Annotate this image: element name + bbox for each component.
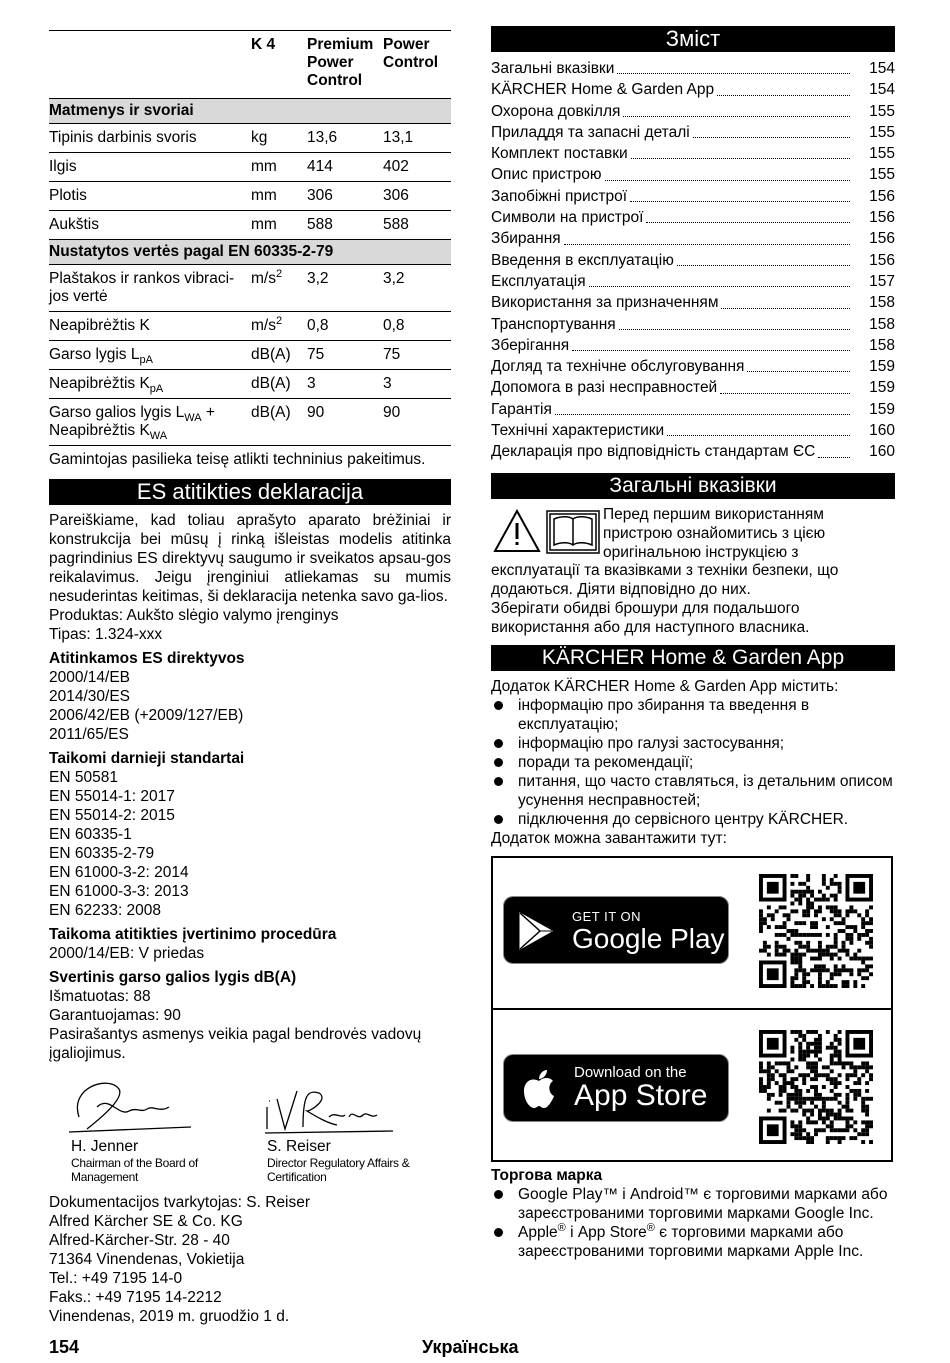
spec-label: Neapibrėžtis $K_{pA}$ [49,375,164,396]
google-play-small: GET IT ON [572,908,642,924]
toc-entry-label: KÄRCHER Home & Garden App [491,81,715,99]
general-warning [491,505,895,561]
es-directives-title: Atitinkamos ES direktyvos [49,650,245,667]
google-play-big: Google Play [572,922,725,954]
standard-item: EN 60335-2-79 [49,845,155,862]
signer2-name: S. Reiser [267,1138,331,1155]
toc-entry-label-wrap [491,122,853,143]
app-store-big: App Store [574,1078,708,1112]
spec-row [49,211,451,240]
toc-entry-label-cell [491,292,853,313]
toc-entry-label-cell [491,186,853,207]
toc-entry-label-cell [491,122,853,143]
signature-jenner [49,1077,239,1184]
toc-entry-label-wrap [491,250,853,271]
toc-entry-label-wrap [491,79,853,100]
standard-item: EN 61000-3-3: 2013 [49,883,189,900]
es-intro: Pareiškiame, kad toliau aprašyto aparato brėžiniai ir konstrukcija bei mūsų į rinką išleistas modelis atitinka pagrindinius ES direktyvų saugumo ir sveikatos apsau-gos reikalavimus. Jeigu įrenginiui atliekamas su mumis nesuderintas keitimas, ši deklaracija netenka savo ga-lios. [49,512,451,605]
app-bullet-item: питання, що часто ставляться, із детальним описом усунення несправностей; [491,772,895,810]
app-title: KÄRCHER Home & Garden App [491,645,895,671]
toc-entry[interactable] [491,356,895,377]
spec-value-premium: 3,2 [307,270,329,287]
registered-mark-2: ® [646,1221,655,1234]
toc-entry-label-cell [491,101,853,122]
toc-entry-page: 156 [869,209,895,227]
standard-item: EN 55014-2: 2015 [49,807,175,824]
apple-logo-icon [522,1069,556,1109]
toc-entry-label-wrap [491,186,853,207]
toc-entry[interactable] [491,122,895,143]
toc-entry-label: Запобіжні пристрої [491,187,628,205]
app-bullet-item: підключення до сервісного центру KÄRCHER. [491,810,895,829]
toc-entry-label-cell [491,207,853,228]
warning-line3: оригінальною інструкцією з [603,543,799,561]
es-declaration-title: ES atitikties deklaracija [49,479,451,505]
toc-leader-dots [747,371,850,372]
spec-unit: dB(A) [251,404,291,421]
spec-value-power: 588 [383,216,409,233]
toc-entry-label-cell [491,164,853,185]
spec-value-power: 0,8 [383,317,405,334]
toc-entry-page: 157 [869,272,895,290]
google-play-qr-code [759,874,873,988]
toc-entry-label-cell [491,377,853,398]
signer1-title: Chairman of the Board of Management [71,1156,198,1184]
es-product: Produktas: Aukšto slėgio valymo įrenginys [49,607,339,624]
spec-value-power: 306 [383,187,409,204]
toc-entry-page: 155 [869,123,895,141]
warning-line1: Перед першим використанням [603,505,824,523]
spec-unit: mm [251,158,277,175]
trademark-apple-tail: є торговими марками або зареєстрованими торговими марками Apple Inc. [518,1223,864,1260]
toc-entry-label-cell [491,271,853,292]
toc-entry-label-cell [491,143,853,164]
spec-value-premium: 13,6 [307,129,338,146]
toc-entry-page: 154 [869,81,895,99]
es-documentation-block [49,1193,451,1326]
spec-label: Plotis [49,187,87,204]
general-keep: Зберігати обидві брошури для подальшого використання або для наступного власника. [491,599,810,636]
toc-entry-page: 159 [869,400,895,418]
app-bullet-item: інформацію про галузі застосування; [491,734,895,753]
spec-section-row [49,99,451,124]
toc-entry-label: Гарантія [491,400,552,418]
toc-entry-label: Догляд та технічне обслуговування [491,358,745,376]
spec-value-power: 75 [383,346,401,363]
spec-value-premium: 90 [307,404,325,421]
standard-item: EN 50581 [49,769,118,786]
app-download: Додаток можна завантажити тут: [491,829,727,847]
es-sound-title: Svertinis garso galios lygis dB(A) [49,969,297,986]
spec-row [49,341,451,370]
spec-label: Neapibrėžtis K [49,317,150,334]
toc-table [491,58,895,463]
toc-entry[interactable] [491,399,895,420]
toc-entry-label-cell [491,335,853,356]
page-number: 154 [49,1337,80,1357]
google-play-icon [518,911,554,951]
registered-mark-1: ® [557,1221,566,1234]
standard-item: EN 55014-1: 2017 [49,788,175,805]
spec-table-header [49,31,451,99]
standard-item: EN 62233: 2008 [49,902,162,919]
spec-label-sub: pA [139,354,153,367]
spec-row [49,124,451,153]
left-column [49,30,451,1326]
signature-jenner-drawing [49,1077,199,1137]
toc-entry-page: 154 [869,60,895,77]
spec-value-premium: 306 [307,187,333,204]
toc-entry-label-cell [491,441,853,462]
spec-value-power: 90 [383,404,401,421]
spec-unit-sup: 2 [275,267,283,280]
spec-label: Aukštis [49,216,99,233]
toc-entry-label-wrap [491,207,853,228]
toc-entry-label-wrap [491,399,853,420]
toc-entry-page: 155 [869,145,895,163]
toc-leader-dots [667,435,850,436]
spec-note: Gamintojas pasilieka teisę atlikti techninius pakeitimus. [49,451,426,468]
toc-leader-dots [605,180,850,181]
toc-entry-label-wrap [491,335,853,356]
toc-entry-label: Транспортування [491,315,616,333]
spec-row [49,265,451,312]
toc-entry[interactable] [491,58,895,79]
toc-entry[interactable] [491,79,895,100]
app-store-box [491,856,893,1162]
spec-row [49,182,451,211]
toc-entry-label-cell [491,420,853,441]
toc-leader-dots [630,201,850,202]
toc-entry-label: Експлуатація [491,272,586,290]
warning-text [603,505,893,562]
signature-reiser-drawing [245,1077,395,1137]
toc-leader-dots [572,350,850,351]
toc-leader-dots [818,457,850,458]
toc-entry-label: Символи на пристрої [491,209,644,227]
toc-entry-page: 158 [869,315,895,333]
toc-entry-label-cell [491,356,853,377]
toc-leader-dots [623,116,850,117]
spec-row [49,370,451,399]
toc-entry-page: 155 [869,102,895,120]
app-store-cell [493,1008,891,1160]
documentation-line: Dokumentacijos tvarkytojas: S. Reiser [49,1194,311,1211]
app-intro: Додаток KÄRCHER Home & Garden App містить: [491,677,839,695]
toc-entry-label: Збирання [491,230,561,248]
documentation-line: Alfred Kärcher SE & Co. KG [49,1213,243,1230]
right-column [491,26,895,1261]
toc-entry-label-wrap [491,58,853,79]
toc-entry-label-wrap [491,271,853,292]
es-procedure: 2000/14/EB: V priedas [49,945,205,962]
google-play-badge[interactable] [503,896,729,964]
directive-item: 2006/42/EB (+2009/127/EB) [49,707,244,724]
spec-header-col4: Power Control [383,36,439,71]
spec-unit: kg [251,129,268,146]
toc-entry[interactable] [491,335,895,356]
toc-entry[interactable] [491,186,895,207]
warning-line2: пристрою ознайомитись з цією [603,524,826,542]
app-store-badge[interactable] [503,1054,729,1122]
toc-entry[interactable] [491,292,895,313]
spec-unit-sup: 2 [275,314,283,327]
warning-manual-icon [493,507,601,555]
spec-label-sub: WA [184,412,202,425]
signatures [49,1077,451,1184]
spec-value-power: 3,2 [383,270,405,287]
spec-label: Garso lygis $L_{pA}$ [49,346,153,367]
spec-header-col2: K 4 [251,36,276,53]
app-bullet-item: інформацію про збирання та введення в експлуатацію; [491,696,895,734]
toc-entry-label-cell [491,314,853,335]
toc-entry[interactable] [491,250,895,271]
trademark-item-google: Google Play™ і Android™ є торговими марками або зареєстрованими торговими марками Google Inc. [491,1185,895,1223]
spec-value-premium: 75 [307,346,325,363]
standard-item: EN 60335-1 [49,826,132,843]
app-store-small: Download on the [574,1063,687,1081]
toc-leader-dots [646,222,850,223]
google-play-cell [493,858,891,1008]
spec-header-col1 [49,31,251,99]
spec-label: Tipinis darbinis svoris [49,129,197,146]
spec-value-power: 402 [383,158,409,175]
toc-entry-label-wrap [491,356,853,377]
spec-row [49,312,451,341]
toc-entry[interactable] [491,441,895,462]
spec-label-sub: WA [149,430,168,443]
toc-entry-label-cell [491,228,853,249]
toc-entry-page: 156 [869,230,895,248]
toc-entry-page: 156 [869,251,895,269]
spec-label: Ilgis [49,158,77,175]
toc-entry-label-cell [491,250,853,271]
toc-entry[interactable] [491,143,895,164]
documentation-line: Alfred-Kärcher-Str. 28 - 40 [49,1232,230,1249]
spec-row [49,399,451,446]
spec-section-row [49,240,451,265]
toc-entry-label-wrap [491,314,853,335]
spec-unit: dB(A) [251,346,291,363]
es-standards-title: Taikomi darnieji standartai [49,750,245,767]
directive-item: 2011/65/ES [49,726,129,743]
toc-entry-label: Охорона довкілля [491,102,621,120]
toc-leader-dots [631,158,850,159]
trademark-list [491,1185,895,1261]
es-measured: Išmatuotas: 88 [49,988,151,1005]
toc-entry-label: Декларація про відповідність стандартам ЄС [491,443,816,461]
spec-label: Garso galios lygis $L_{WA}$ + Neapibrėžtis $K_{WA}$ [49,404,215,443]
signature-reiser [245,1077,451,1184]
es-procedure-title: Taikoma atitikties įvertinimo procedūra [49,926,337,943]
standard-item: EN 61000-3-2: 2014 [49,864,189,881]
toc-entry[interactable] [491,271,895,292]
toc-entry-page: 158 [869,294,895,312]
directive-item: 2000/14/EB [49,669,131,686]
toc-leader-dots [589,286,850,287]
app-bullet-item: поради та рекомендації; [491,753,895,772]
trademark-title: Торгова марка [491,1166,603,1184]
es-signers-note: Pasirašantys asmenys veikia pagal bendrovės vadovų įgaliojimus. [49,1026,422,1062]
toc-entry-label-wrap [491,164,853,185]
spec-unit: mm [251,187,277,204]
spec-section-title: Matmenys ir svoriai [49,99,451,124]
app-bullet-list [491,696,895,829]
toc-leader-dots [619,329,850,330]
toc-entry-label-cell [491,58,853,79]
spec-value-power: 13,1 [383,129,414,146]
spec-label: Plaštakos ir rankos vibraci-jos vertė [49,270,235,305]
toc-entry-label-wrap [491,292,853,313]
toc-entry-label: Комплект поставки [491,145,628,163]
es-guaranteed: Garantuojamas: 90 [49,1007,181,1024]
documentation-line: Vinendenas, 2019 m. gruodžio 1 d. [49,1308,290,1325]
signer1-name: H. Jenner [71,1138,139,1155]
toc-entry-label-wrap [491,441,853,462]
es-directives-list [49,668,451,744]
toc-entry[interactable] [491,207,895,228]
es-type: Tipas: 1.324-xxx [49,626,163,643]
toc-entry-label-wrap [491,101,853,122]
toc-leader-dots [720,393,850,394]
toc-title: Зміст [491,26,895,52]
spec-section-title: Nustatytos vertės pagal EN 60335-2-79 [49,240,451,265]
toc-leader-dots [617,73,850,74]
toc-entry-label: Технічні характеристики [491,422,665,440]
toc-leader-dots [555,414,850,415]
toc-leader-dots [677,265,850,266]
toc-leader-dots [721,308,850,309]
toc-entry-page: 156 [869,187,895,205]
spec-table [49,30,451,446]
toc-entry-label: Допомога в разі несправностей [491,379,718,397]
spec-header-col3: Premium Power Control [307,36,374,89]
toc-entry-page: 158 [869,336,895,354]
toc-entry-page: 160 [869,443,895,461]
spec-row [49,153,451,182]
toc-entry-label: Введення в експлуатацію [491,251,674,269]
toc-entry-label-wrap [491,228,853,249]
toc-entry-page: 160 [869,422,895,440]
toc-leader-dots [693,137,850,138]
spec-unit: mm [251,216,277,233]
toc-entry-page: 155 [869,166,895,184]
spec-unit: $m/s^2$ [251,314,283,334]
toc-entry-label-wrap [491,377,853,398]
toc-entry[interactable] [491,164,895,185]
toc-entry[interactable] [491,228,895,249]
trademark-apple: Apple [518,1223,558,1241]
spec-unit: dB(A) [251,375,291,392]
spec-value-premium: 414 [307,158,333,175]
directive-item: 2014/30/ES [49,688,131,705]
documentation-line: Faks.: +49 7195 14-2212 [49,1289,222,1306]
app-store-qr-code [759,1030,873,1144]
toc-entry-label: Опис пристрою [491,166,602,184]
toc-entry-label-cell [491,399,853,420]
spec-table-body [49,99,451,446]
spec-unit: $m/s^2$ [251,267,283,287]
trademark-item-apple [491,1223,895,1261]
general-title: Загальні вказівки [491,473,895,499]
spec-label-sub: pA [149,383,164,396]
toc-entry-label-cell [491,79,853,100]
spec-value-premium: 0,8 [307,317,329,334]
spec-value-premium: 588 [307,216,333,233]
toc-leader-dots [717,95,850,96]
toc-entry-label: Зберігання [491,336,570,354]
spec-value-power: 3 [383,375,392,392]
toc-entry-label-wrap [491,420,853,441]
signer2-title: Director Regulatory Affairs & Certification [267,1156,410,1184]
trademark-appstore: і App Store [565,1223,647,1241]
toc-entry-page: 159 [869,358,895,376]
toc-entry-label-wrap [491,143,853,164]
warning-rest: експлуатації та вказівками з техніки безпеки, що додаються. Діяти відповідно до них. [491,561,839,598]
toc-leader-dots [564,244,850,245]
toc-entry[interactable] [491,377,895,398]
es-standards-list [49,768,451,920]
spec-value-premium: 3 [307,375,316,392]
toc-entry-label: Використання за призначенням [491,294,719,312]
documentation-line: 71364 Vinendenas, Vokietija [49,1251,245,1268]
toc-entry-label: Приладдя та запасні деталі [491,123,690,141]
toc-entry-label: Загальні вказівки [491,60,615,77]
toc-entry[interactable] [491,101,895,122]
documentation-line: Tel.: +49 7195 14-0 [49,1270,183,1287]
toc-entry[interactable] [491,420,895,441]
footer-language: Українська [422,1337,519,1357]
toc-entry[interactable] [491,314,895,335]
toc-entry-page: 159 [869,379,895,397]
